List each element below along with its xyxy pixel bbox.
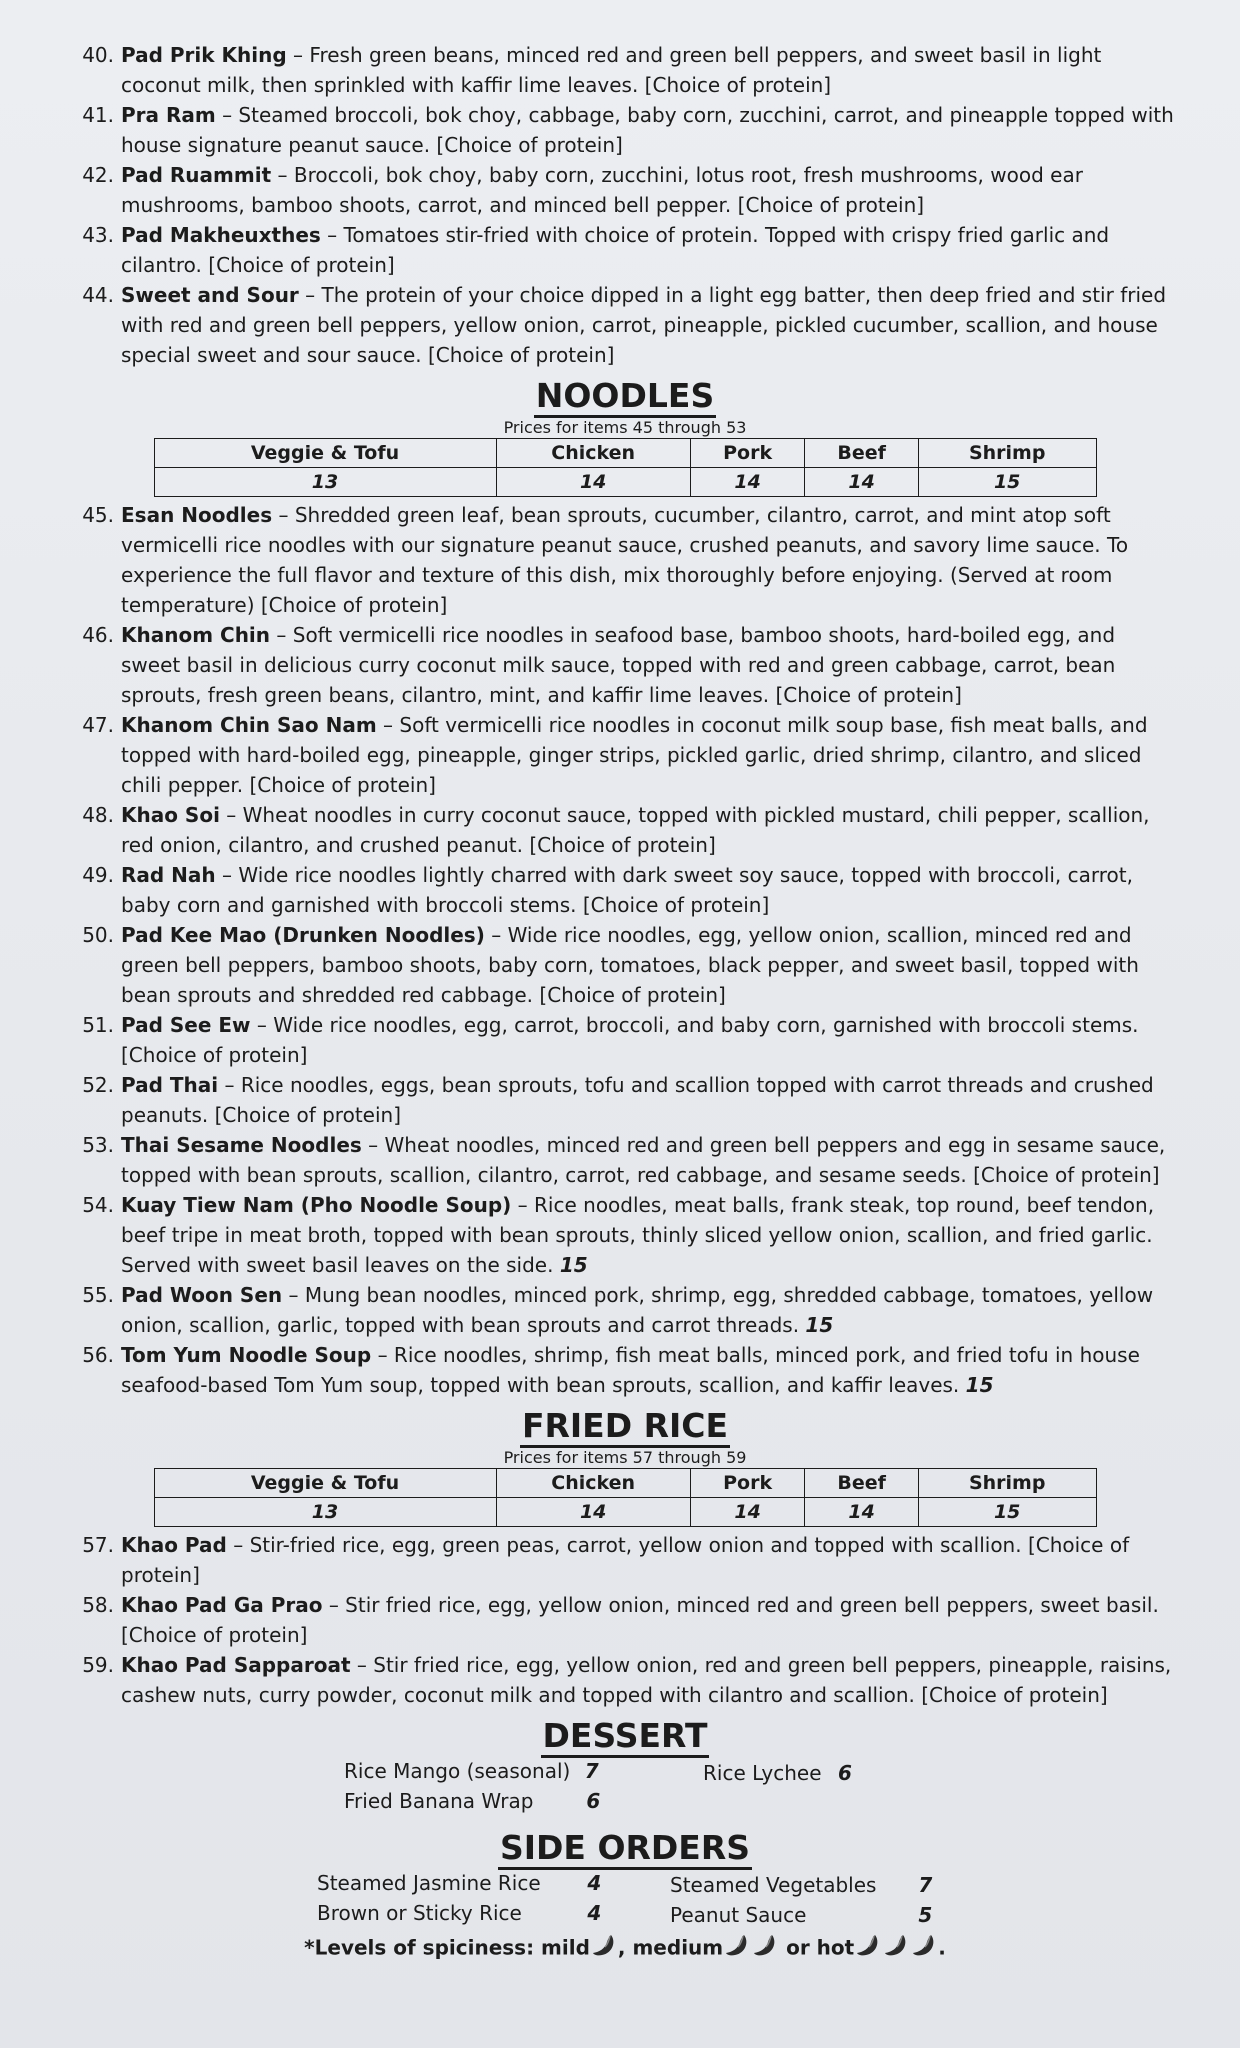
price-table-value-row	[154, 1498, 1096, 1527]
item-description: – Stir fried rice, egg, yellow onion, red and green bell peppers, pineapple, raisins, cashew nuts, curry powder, coconut milk and topped with cilantro and scallion. [Choice of protein]	[121, 1653, 1172, 1707]
item-text	[121, 1070, 1180, 1130]
menu-item	[70, 100, 1180, 160]
item-number: 59.	[82, 1653, 114, 1677]
item-description: – Rice noodles, eggs, bean sprouts, tofu and scallion topped with carrot threads and crushed peanuts. [Choice of protein]	[121, 1073, 1154, 1127]
item-description: – Shredded green leaf, bean sprouts, cucumber, cilantro, carrot, and mint atop soft vermicelli rice noodles with our signature peanut sauce, crushed peanuts, and savory lime sauce. To experience the full flavor and texture of this dish, mix thoroughly before enjoying. (Served at room temperature) [Choice of protein]	[121, 503, 1129, 617]
menu-item	[70, 1190, 1180, 1280]
item-name: Khao Soi	[121, 803, 220, 827]
price-header-veggie: Veggie & Tofu	[154, 439, 496, 468]
item-number: 46.	[82, 623, 114, 647]
chili-pepper-icon	[752, 1932, 778, 1966]
noodles-price-table	[154, 438, 1097, 497]
item-number: 45.	[82, 503, 114, 527]
item-text	[121, 1530, 1180, 1590]
side-price: 5	[918, 1903, 933, 1927]
item-name: Khao Pad	[121, 1533, 227, 1557]
menu-item	[70, 40, 1180, 100]
item-name: Pad See Ew	[121, 1013, 251, 1037]
side-name: Steamed Vegetables	[670, 1873, 877, 1897]
item-description: – Stir fried rice, egg, yellow onion, minced red and green bell peppers, sweet basil. [Choice of protein]	[121, 1593, 1159, 1647]
item-text	[121, 280, 1180, 370]
side-orders-list	[70, 1868, 1180, 1932]
price-header-chicken: Chicken	[496, 1469, 690, 1498]
item-text	[121, 1130, 1180, 1190]
item-description: – Broccoli, bok choy, baby corn, zucchini, lotus root, fresh mushrooms, wood ear mushrooms, bamboo shoots, carrot, and minced bell pepper. [Choice of protein]	[121, 163, 1083, 217]
item-price: 15	[805, 1313, 834, 1337]
chili-pepper-icon	[855, 1932, 881, 1966]
item-name: Pad Woon Sen	[121, 1283, 283, 1307]
item-name: Khanom Chin	[121, 623, 271, 647]
price-value-beef: 14	[805, 1498, 919, 1527]
item-name: Khanom Chin Sao Nam	[121, 713, 377, 737]
dessert-heading: DESSERT	[70, 1716, 1180, 1756]
item-description: – Soft vermicelli rice noodles in coconut milk soup base, fish meat balls, and topped with hard-boiled egg, pineapple, ginger strips, pickled garlic, dried shrimp, cilantro, and sliced chili pepper. [Choice of protein]	[121, 713, 1148, 797]
item-description: – Wheat noodles, minced red and green bell peppers and egg in sesame sauce, topped with bean sprouts, scallion, cilantro, carrot, red cabbage, and sesame seeds. [Choice of protein]	[121, 1133, 1166, 1187]
item-name: Pra Ram	[121, 103, 216, 127]
menu-item	[70, 1650, 1180, 1710]
dessert-price: 6	[837, 1761, 852, 1785]
item-description: – The protein of your choice dipped in a light egg batter, then deep fried and stir fried with red and green bell peppers, yellow onion, carrot, pineapple, pickled cucumber, scallion, and house special sweet and sour sauce. [Choice of protein]	[121, 283, 1167, 367]
spice-end: .	[938, 1935, 946, 1960]
item-description: – Wide rice noodles, egg, carrot, broccoli, and baby corn, garnished with broccoli stems. [Choice of protein]	[121, 1013, 1139, 1067]
spice-medium-label: medium	[632, 1935, 724, 1960]
price-value-chicken: 14	[496, 1498, 690, 1527]
price-value-chicken: 14	[496, 468, 690, 497]
price-value-veggie: 13	[154, 1498, 496, 1527]
price-header-veggie: Veggie & Tofu	[154, 1469, 496, 1498]
item-name: Rad Nah	[121, 863, 216, 887]
item-description: – Mung bean noodles, minced pork, shrimp, egg, shredded cabbage, tomatoes, yellow onion, scallion, garlic, topped with bean sprouts and carrot threads.	[121, 1283, 1154, 1337]
side-item	[670, 1870, 932, 1900]
item-description: – Rice noodles, shrimp, fish meat balls, minced pork, and fried tofu in house seafood-based Tom Yum soup, topped with bean sprouts, scallion, and kaffir leaves.	[121, 1343, 1140, 1397]
spiciness-label: *Levels of spiciness:	[304, 1935, 542, 1960]
dessert-price: 7	[584, 1759, 599, 1783]
item-number: 50.	[82, 923, 114, 947]
item-description: – Steamed broccoli, bok choy, cabbage, baby corn, zucchini, carrot, and pineapple topped with house signature peanut sauce. [Choice of protein]	[121, 103, 1174, 157]
item-description: – Rice noodles, meat balls, frank steak, top round, beef tendon, beef tripe in meat broth, topped with bean sprouts, thinly sliced yellow onion, scallion, and fried garlic. Served with sweet basil leaves on the side.	[121, 1193, 1155, 1277]
item-text	[121, 1280, 1180, 1340]
chili-pepper-icon	[724, 1932, 750, 1966]
entree-list	[70, 40, 1180, 370]
item-number: 56.	[82, 1343, 114, 1367]
fried-rice-heading: FRIED RICE	[70, 1406, 1180, 1446]
menu-item	[70, 620, 1180, 710]
price-value-pork: 14	[690, 1498, 805, 1527]
item-text	[121, 500, 1180, 620]
spice-mild-label: mild	[541, 1935, 590, 1960]
item-text	[121, 1590, 1180, 1650]
side-name: Steamed Jasmine Rice	[317, 1871, 541, 1895]
item-text	[121, 1190, 1180, 1280]
menu-item	[70, 1070, 1180, 1130]
side-item	[670, 1900, 932, 1930]
side-name: Brown or Sticky Rice	[317, 1901, 522, 1925]
item-number: 55.	[82, 1283, 114, 1307]
dessert-item	[344, 1756, 607, 1786]
fried-rice-price-table	[154, 1468, 1097, 1527]
menu-item	[70, 710, 1180, 800]
side-orders-heading: SIDE ORDERS	[70, 1828, 1180, 1868]
item-description: – Wide rice noodles lightly charred with dark sweet soy sauce, topped with broccoli, carrot, baby corn and garnished with broccoli stems. [Choice of protein]	[121, 863, 1133, 917]
item-description: – Tomatoes stir-fried with choice of protein. Topped with crispy fried garlic and cilantro. [Choice of protein]	[121, 223, 1110, 277]
item-number: 43.	[82, 223, 114, 247]
item-text	[121, 920, 1180, 1010]
item-number: 53.	[82, 1133, 114, 1157]
item-name: Pad Ruammit	[121, 163, 272, 187]
item-text	[121, 860, 1180, 920]
price-header-chicken: Chicken	[496, 439, 690, 468]
menu-item	[70, 860, 1180, 920]
dessert-item	[344, 1786, 600, 1816]
item-number: 54.	[82, 1193, 114, 1217]
menu-item	[70, 500, 1180, 620]
menu-item	[70, 220, 1180, 280]
item-number: 44.	[82, 283, 114, 307]
side-price: 4	[587, 1871, 602, 1895]
price-value-pork: 14	[690, 468, 805, 497]
price-header-beef: Beef	[805, 439, 919, 468]
item-name: Pad Kee Mao (Drunken Noodles)	[121, 923, 485, 947]
menu-item	[70, 280, 1180, 370]
menu-item	[70, 160, 1180, 220]
item-text	[121, 620, 1180, 710]
item-number: 49.	[82, 863, 114, 887]
side-item	[317, 1898, 601, 1928]
price-header-beef: Beef	[805, 1469, 919, 1498]
item-description: – Wheat noodles in curry coconut sauce, topped with pickled mustard, chili pepper, scallion, red onion, cilantro, and crushed peanut. [Choice of protein]	[121, 803, 1150, 857]
side-price: 4	[587, 1901, 602, 1925]
menu-item	[70, 1530, 1180, 1590]
fried-rice-price-note: Prices for items 57 through 59	[503, 1448, 747, 1467]
item-text	[121, 800, 1180, 860]
spiciness-legend: *Levels of spiciness: mild , medium or hot .	[70, 1932, 1180, 1966]
item-name: Thai Sesame Noodles	[121, 1133, 362, 1157]
item-number: 48.	[82, 803, 114, 827]
item-name: Pad Prik Khing	[121, 43, 287, 67]
item-number: 40.	[82, 43, 114, 67]
price-header-shrimp: Shrimp	[918, 439, 1096, 468]
item-number: 52.	[82, 1073, 114, 1097]
price-value-shrimp: 15	[918, 1498, 1096, 1527]
item-number: 47.	[82, 713, 114, 737]
dessert-name: Rice Mango (seasonal)	[344, 1759, 571, 1783]
item-description: – Wide rice noodles, egg, yellow onion, scallion, minced red and green bell peppers, bamboo shoots, baby corn, tomatoes, black pepper, and sweet basil, topped with bean sprouts and shredded red cabbage. [Choice of protein]	[121, 923, 1139, 1007]
item-number: 51.	[82, 1013, 114, 1037]
item-name: Khao Pad Ga Prao	[121, 1593, 323, 1617]
chili-pepper-icon	[911, 1932, 937, 1966]
price-value-beef: 14	[805, 468, 919, 497]
item-price: 15	[559, 1253, 588, 1277]
price-header-shrimp: Shrimp	[918, 1469, 1096, 1498]
fried-rice-list	[70, 1530, 1180, 1710]
item-text	[121, 1340, 1180, 1400]
item-number: 42.	[82, 163, 114, 187]
price-header-pork: Pork	[690, 439, 805, 468]
item-number: 57.	[82, 1533, 114, 1557]
menu-item	[70, 1010, 1180, 1070]
price-table-header-row	[154, 439, 1096, 468]
menu-item	[70, 800, 1180, 860]
item-number: 58.	[82, 1593, 114, 1617]
menu-item	[70, 1590, 1180, 1650]
item-text	[121, 710, 1180, 800]
chili-pepper-icon	[591, 1932, 617, 1966]
item-name: Sweet and Sour	[121, 283, 299, 307]
item-name: Pad Thai	[121, 1073, 219, 1097]
side-item	[317, 1868, 601, 1898]
item-text	[121, 1650, 1180, 1710]
price-table-value-row	[154, 468, 1096, 497]
item-number: 41.	[82, 103, 114, 127]
menu-item	[70, 1280, 1180, 1340]
item-name: Khao Pad Sapparoat	[121, 1653, 351, 1677]
spice-hot-label: or hot	[786, 1935, 855, 1960]
dessert-name: Rice Lychee	[703, 1761, 822, 1785]
noodles-heading: NOODLES	[70, 376, 1180, 416]
dessert-item	[703, 1758, 862, 1788]
item-name: Tom Yum Noodle Soup	[121, 1343, 372, 1367]
price-table-header-row	[154, 1469, 1096, 1498]
menu-content	[70, 40, 1180, 1966]
item-text	[121, 100, 1180, 160]
item-text	[121, 160, 1180, 220]
price-header-pork: Pork	[690, 1469, 805, 1498]
noodles-list	[70, 500, 1180, 1400]
dessert-name: Fried Banana Wrap	[344, 1789, 534, 1813]
item-price: 15	[965, 1373, 994, 1397]
dessert-price: 6	[586, 1789, 601, 1813]
menu-item	[70, 920, 1180, 1010]
menu-item	[70, 1130, 1180, 1190]
menu-item	[70, 1340, 1180, 1400]
item-text	[121, 40, 1180, 100]
item-name: Kuay Tiew Nam (Pho Noodle Soup)	[121, 1193, 512, 1217]
item-description: – Fresh green beans, minced red and green bell peppers, and sweet basil in light coconut milk, then sprinkled with kaffir lime leaves. [Choice of protein]	[121, 43, 1102, 97]
item-text	[121, 220, 1180, 280]
side-price: 7	[918, 1873, 933, 1897]
item-name: Esan Noodles	[121, 503, 273, 527]
chili-pepper-icon	[883, 1932, 909, 1966]
price-value-shrimp: 15	[918, 468, 1096, 497]
item-description: – Soft vermicelli rice noodles in seafood base, bamboo shoots, hard-boiled egg, and sweet basil in delicious curry coconut milk sauce, topped with red and green cabbage, carrot, bean sprouts, fresh green beans, cilantro, mint, and kaffir lime leaves. [Choice of protein]	[121, 623, 1116, 707]
item-description: – Stir-fried rice, egg, green peas, carrot, yellow onion and topped with scallion. [Choice of protein]	[121, 1533, 1130, 1587]
item-name: Pad Makheuxthes	[121, 223, 321, 247]
dessert-list	[70, 1756, 1180, 1820]
item-text	[121, 1010, 1180, 1070]
noodles-price-note: Prices for items 45 through 53	[503, 418, 747, 437]
price-value-veggie: 13	[154, 468, 496, 497]
side-name: Peanut Sauce	[670, 1903, 807, 1927]
